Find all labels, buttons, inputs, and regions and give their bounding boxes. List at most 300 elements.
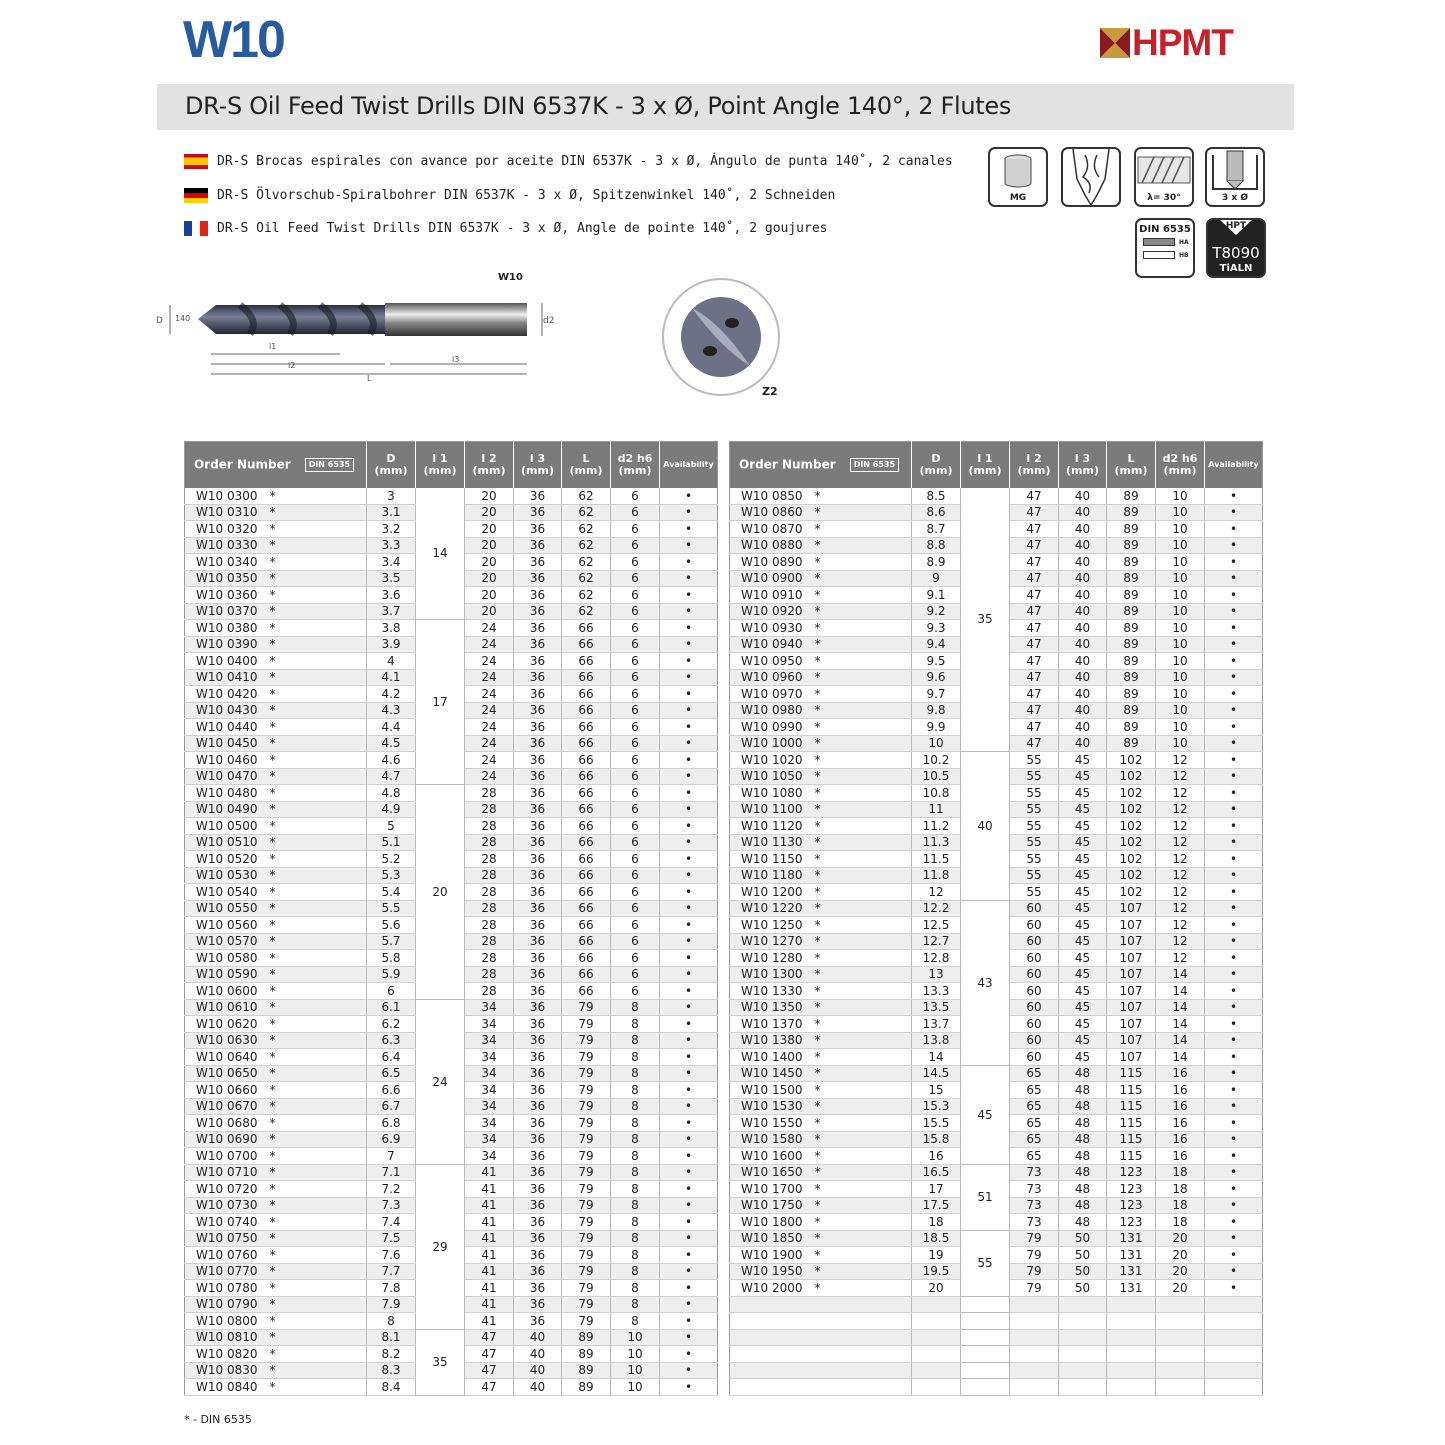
l3-cell: 36 [514,636,562,653]
order-number: W10 0560 [196,917,258,932]
drill-table-right [729,441,1263,1396]
l3-cell: 48 [1059,1115,1107,1132]
order-number-cell [730,1164,912,1181]
order-number-cell [185,735,367,752]
l2-cell: 73 [1010,1181,1059,1198]
d2-cell: 16 [1156,1131,1205,1148]
empty-cell [1205,1329,1263,1346]
l-cell: 89 [1107,603,1156,620]
availability-dot: • [660,1329,718,1346]
order-number-cell [185,620,367,637]
availability-dot: • [1205,851,1263,868]
din-star: * [814,851,821,866]
d-cell: 13.5 [912,999,961,1016]
d-cell: 8.5 [912,488,961,505]
d-cell: 9 [912,570,961,587]
order-number-cell [730,537,912,554]
l2-cell: 65 [1010,1115,1059,1132]
order-number: W10 1850 [741,1231,803,1246]
din-star: * [269,1082,276,1097]
l-cell: 62 [562,554,611,571]
l3-cell: 36 [514,1296,562,1313]
d2-cell: 8 [611,1313,660,1330]
din-star: * [814,1198,821,1213]
availability-dot: • [1205,1016,1263,1033]
d-cell: 16.5 [912,1164,961,1181]
availability-dot: • [660,983,718,1000]
l3-cell: 48 [1059,1197,1107,1214]
table-row [730,1065,1263,1082]
l3-cell: 45 [1059,983,1107,1000]
d-cell: 11.5 [912,851,961,868]
order-number: W10 0370 [196,604,258,619]
availability-dot: • [1205,1197,1263,1214]
availability-dot: • [660,570,718,587]
order-number-cell [730,933,912,950]
l-cell: 102 [1107,768,1156,785]
din-star: * [269,1132,276,1147]
empty-cell [961,1329,1010,1346]
order-number-cell [730,950,912,967]
l3-cell: 36 [514,851,562,868]
d-cell: 9.5 [912,653,961,670]
l2-cell: 47 [1010,669,1059,686]
l2-cell: 20 [465,488,514,505]
order-number: W10 0580 [196,950,258,965]
din-star: * [269,1016,276,1031]
order-number: W10 1200 [741,884,803,899]
l3-cell: 36 [514,1247,562,1264]
l3-cell: 36 [514,1181,562,1198]
order-number: W10 1650 [741,1165,803,1180]
order-number: W10 0550 [196,901,258,916]
order-number-cell [185,504,367,521]
availability-dot: • [1205,1065,1263,1082]
d-cell: 9.3 [912,620,961,637]
din-star: * [269,917,276,932]
d-cell: 14.5 [912,1065,961,1082]
availability-dot: • [1205,521,1263,538]
din-star: * [814,1016,821,1031]
l3-cell: 45 [1059,900,1107,917]
order-number: W10 0760 [196,1247,258,1262]
l2-cell: 60 [1010,900,1059,917]
l2-cell: 47 [1010,537,1059,554]
l-cell: 66 [562,983,611,1000]
order-number-cell [185,1296,367,1313]
d-cell: 6.5 [367,1065,416,1082]
order-number-cell [730,1082,912,1099]
l-cell: 102 [1107,801,1156,818]
depth-3xd-icon: 3 x Ø [1205,147,1265,207]
col-l1: l 1 (mm) [416,442,465,488]
empty-cell [1010,1379,1059,1396]
l-cell: 131 [1107,1280,1156,1297]
d2-cell: 6 [611,488,660,505]
order-number: W10 0800 [196,1313,258,1328]
d2-cell: 12 [1156,834,1205,851]
d-cell: 12.5 [912,917,961,934]
d-cell: 4.4 [367,719,416,736]
l2-cell: 47 [1010,521,1059,538]
l2-cell: 34 [465,1131,514,1148]
availability-dot: • [1205,818,1263,835]
din-star: * [269,1000,276,1015]
empty-cell [961,1296,1010,1313]
order-number-cell [730,554,912,571]
l-cell: 62 [562,587,611,604]
order-number-cell [185,752,367,769]
l-cell: 107 [1107,999,1156,1016]
order-number-cell [730,801,912,818]
l-cell: 131 [1107,1230,1156,1247]
order-number-cell [730,603,912,620]
empty-cell [1107,1329,1156,1346]
l2-cell: 65 [1010,1065,1059,1082]
empty-cell [912,1379,961,1396]
l2-cell: 79 [1010,1263,1059,1280]
d2-cell: 20 [1156,1247,1205,1264]
l3-cell: 40 [1059,719,1107,736]
d2-cell: 6 [611,719,660,736]
order-number: W10 0640 [196,1049,258,1064]
order-number-cell [730,966,912,983]
d-cell: 6.7 [367,1098,416,1115]
l3-cell: 40 [514,1346,562,1363]
l2-cell: 47 [1010,603,1059,620]
l3-cell: 45 [1059,1049,1107,1066]
availability-dot: • [1205,999,1263,1016]
order-number: W10 0630 [196,1033,258,1048]
availability-dot: • [660,1082,718,1099]
din-star: * [269,637,276,652]
d2-cell: 12 [1156,851,1205,868]
availability-dot: • [1205,1230,1263,1247]
d-cell: 6.4 [367,1049,416,1066]
table-row [185,1329,718,1346]
din-star: * [269,934,276,949]
footnote: * - DIN 6535 [184,1413,252,1426]
availability-dot: • [1205,867,1263,884]
order-number-cell [730,702,912,719]
d-cell: 8.1 [367,1329,416,1346]
order-number-cell [185,999,367,1016]
din-star: * [269,1280,276,1295]
l-cell: 115 [1107,1065,1156,1082]
empty-cell [730,1329,912,1346]
l3-cell: 36 [514,1263,562,1280]
order-number-cell [730,1181,912,1198]
availability-dot: • [1205,1181,1263,1198]
order-number-cell [730,768,912,785]
din-star: * [269,604,276,619]
l2-cell: 28 [465,818,514,835]
availability-dot: • [1205,966,1263,983]
l-cell: 102 [1107,834,1156,851]
l2-cell: 41 [465,1197,514,1214]
order-number-cell [730,752,912,769]
d2-cell: 12 [1156,884,1205,901]
order-number-cell [185,917,367,934]
d-cell: 8.3 [367,1362,416,1379]
din-star: * [814,1148,821,1163]
availability-dot: • [1205,1247,1263,1264]
order-number-cell [730,488,912,505]
din-star: * [269,1264,276,1279]
order-number: W10 0380 [196,620,258,635]
order-number-cell [185,1181,367,1198]
d2-cell: 8 [611,1065,660,1082]
order-number: W10 0810 [196,1330,258,1345]
l-cell: 79 [562,1016,611,1033]
order-number: W10 1370 [741,1016,803,1031]
din-star: * [269,1165,276,1180]
order-number: W10 0770 [196,1264,258,1279]
product-title: DR-S Oil Feed Twist Drills DIN 6537K - 3 x Ø, Point Angle 140°, 2 Flutes [185,92,1012,120]
l-cell: 89 [1107,669,1156,686]
l2-cell: 41 [465,1296,514,1313]
empty-cell [1059,1296,1107,1313]
d-cell: 12.8 [912,950,961,967]
order-number-cell [730,1016,912,1033]
l-cell: 89 [1107,653,1156,670]
l-cell: 102 [1107,851,1156,868]
din-star: * [814,835,821,850]
order-number-cell [730,735,912,752]
l2-cell: 34 [465,1065,514,1082]
din-star: * [814,703,821,718]
d-cell: 20 [912,1280,961,1297]
l2-cell: 60 [1010,1049,1059,1066]
order-number: W10 0670 [196,1099,258,1114]
order-number: W10 0570 [196,934,258,949]
din-star: * [269,1066,276,1081]
l3-cell: 40 [1059,620,1107,637]
order-number-cell [730,1247,912,1264]
din-star: * [814,1264,821,1279]
l-cell: 79 [562,1115,611,1132]
d2-cell: 16 [1156,1082,1205,1099]
l2-cell: 24 [465,735,514,752]
d-cell: 11 [912,801,961,818]
l3-cell: 40 [514,1362,562,1379]
empty-cell [1010,1362,1059,1379]
l3-cell: 45 [1059,1032,1107,1049]
din-star: * [814,752,821,767]
d-cell: 11.2 [912,818,961,835]
availability-dot: • [660,686,718,703]
l2-cell: 73 [1010,1164,1059,1181]
d2-cell: 8 [611,1049,660,1066]
empty-cell [961,1346,1010,1363]
l-cell: 66 [562,950,611,967]
d2-cell: 6 [611,818,660,835]
d-cell: 7.8 [367,1280,416,1297]
l3-cell: 45 [1059,867,1107,884]
d-cell: 9.4 [912,636,961,653]
d2-cell: 8 [611,1016,660,1033]
l2-cell: 41 [465,1313,514,1330]
d-cell: 3 [367,488,416,505]
order-number: W10 1000 [741,736,803,751]
availability-dot: • [660,653,718,670]
d-cell: 4.7 [367,768,416,785]
order-number-cell [185,1263,367,1280]
din-star: * [814,983,821,998]
col-availability: Availability [660,442,718,488]
order-number: W10 0780 [196,1280,258,1295]
empty-cell [1156,1329,1205,1346]
empty-cell [1107,1379,1156,1396]
availability-dot: • [660,1280,718,1297]
col-d2: d2 h6 (mm) [611,442,660,488]
d-cell: 15 [912,1082,961,1099]
d-cell: 3.6 [367,587,416,604]
empty-cell [1156,1296,1205,1313]
l3-cell: 36 [514,999,562,1016]
grade-badge: HPT T8090 TiALN [1206,218,1266,278]
l2-cell: 20 [465,554,514,571]
l-cell: 66 [562,900,611,917]
din-star: * [814,917,821,932]
l1-cell: 40 [961,752,1010,901]
d-cell: 13.8 [912,1032,961,1049]
availability-dot: • [660,719,718,736]
col-l: L (mm) [1107,442,1156,488]
d2-cell: 6 [611,801,660,818]
availability-dot: • [660,1098,718,1115]
empty-cell [1156,1313,1205,1330]
d-cell: 3.7 [367,603,416,620]
empty-cell [1010,1313,1059,1330]
d-cell: 16 [912,1148,961,1165]
l-cell: 89 [1107,488,1156,505]
l-cell: 131 [1107,1263,1156,1280]
l-cell: 66 [562,636,611,653]
col-d: D (mm) [912,442,961,488]
din-star: * [269,1297,276,1312]
din-star: * [814,604,821,619]
translation-text: DR-S Ölvorschub-Spiralbohrer DIN 6537K - 3 x Ø, Spitzenwinkel 140˚, 2 Schneiden [217,187,836,203]
l3-cell: 45 [1059,917,1107,934]
l3-cell: 36 [514,620,562,637]
d-cell: 7.9 [367,1296,416,1313]
l-cell: 89 [562,1329,611,1346]
availability-dot: • [1205,570,1263,587]
d-cell: 5.9 [367,966,416,983]
l3-cell: 36 [514,1164,562,1181]
l-cell: 89 [1107,636,1156,653]
l2-cell: 24 [465,768,514,785]
order-number: W10 0650 [196,1066,258,1081]
availability-dot: • [1205,884,1263,901]
order-number: W10 0340 [196,554,258,569]
l3-cell: 40 [1059,653,1107,670]
d2-cell: 10 [1156,488,1205,505]
l-cell: 107 [1107,983,1156,1000]
l3-cell: 48 [1059,1082,1107,1099]
order-number: W10 1950 [741,1264,803,1279]
order-number: W10 0730 [196,1198,258,1213]
l3-cell: 36 [514,1313,562,1330]
l1-cell: 20 [416,785,465,1000]
din-star: * [269,983,276,998]
l1-cell: 17 [416,620,465,785]
l1-cell: 14 [416,488,465,620]
order-number: W10 0910 [741,587,803,602]
l-cell: 79 [562,1181,611,1198]
order-number: W10 0690 [196,1132,258,1147]
l2-cell: 20 [465,504,514,521]
order-number: W10 0920 [741,604,803,619]
din-star: * [269,950,276,965]
availability-dot: • [660,950,718,967]
order-number: W10 0950 [741,653,803,668]
empty-cell [1010,1296,1059,1313]
d-cell: 18 [912,1214,961,1231]
col-order-number: Order Number DIN 6535 [185,442,367,488]
d2-cell: 6 [611,752,660,769]
din-star: * [814,1132,821,1147]
d-cell: 8.9 [912,554,961,571]
d-cell: 17 [912,1181,961,1198]
l3-cell: 50 [1059,1280,1107,1297]
l-cell: 89 [562,1346,611,1363]
l2-cell: 20 [465,587,514,604]
l-cell: 107 [1107,966,1156,983]
order-number: W10 0330 [196,538,258,553]
l2-cell: 41 [465,1230,514,1247]
availability-dot: • [1205,686,1263,703]
order-number-cell [730,636,912,653]
d-cell: 4.2 [367,686,416,703]
l3-cell: 40 [1059,504,1107,521]
l3-cell: 36 [514,1197,562,1214]
l-cell: 79 [562,1280,611,1297]
order-number: W10 0530 [196,868,258,883]
l3-cell: 40 [1059,488,1107,505]
l-cell: 107 [1107,1049,1156,1066]
l2-cell: 41 [465,1247,514,1264]
availability-dot: • [660,884,718,901]
table-row [730,1296,1263,1313]
l3-cell: 36 [514,1280,562,1297]
availability-dot: • [1205,504,1263,521]
l3-cell: 45 [1059,768,1107,785]
order-number: W10 0360 [196,587,258,602]
order-number: W10 0400 [196,653,258,668]
order-number-cell [730,1230,912,1247]
l2-cell: 34 [465,1032,514,1049]
order-number-cell [185,1065,367,1082]
l2-cell: 60 [1010,933,1059,950]
order-number-cell [730,917,912,934]
l1-cell: 51 [961,1164,1010,1230]
table-row [185,999,718,1016]
availability-dot: • [1205,537,1263,554]
d-cell: 17.5 [912,1197,961,1214]
l3-cell: 48 [1059,1131,1107,1148]
l1-cell: 24 [416,999,465,1164]
d-cell: 8.7 [912,521,961,538]
d-cell: 5 [367,818,416,835]
l-cell: 107 [1107,917,1156,934]
availability-dot: • [660,752,718,769]
l-cell: 66 [562,867,611,884]
d-cell: 5.7 [367,933,416,950]
d-cell: 7.1 [367,1164,416,1181]
din-star: * [269,1033,276,1048]
